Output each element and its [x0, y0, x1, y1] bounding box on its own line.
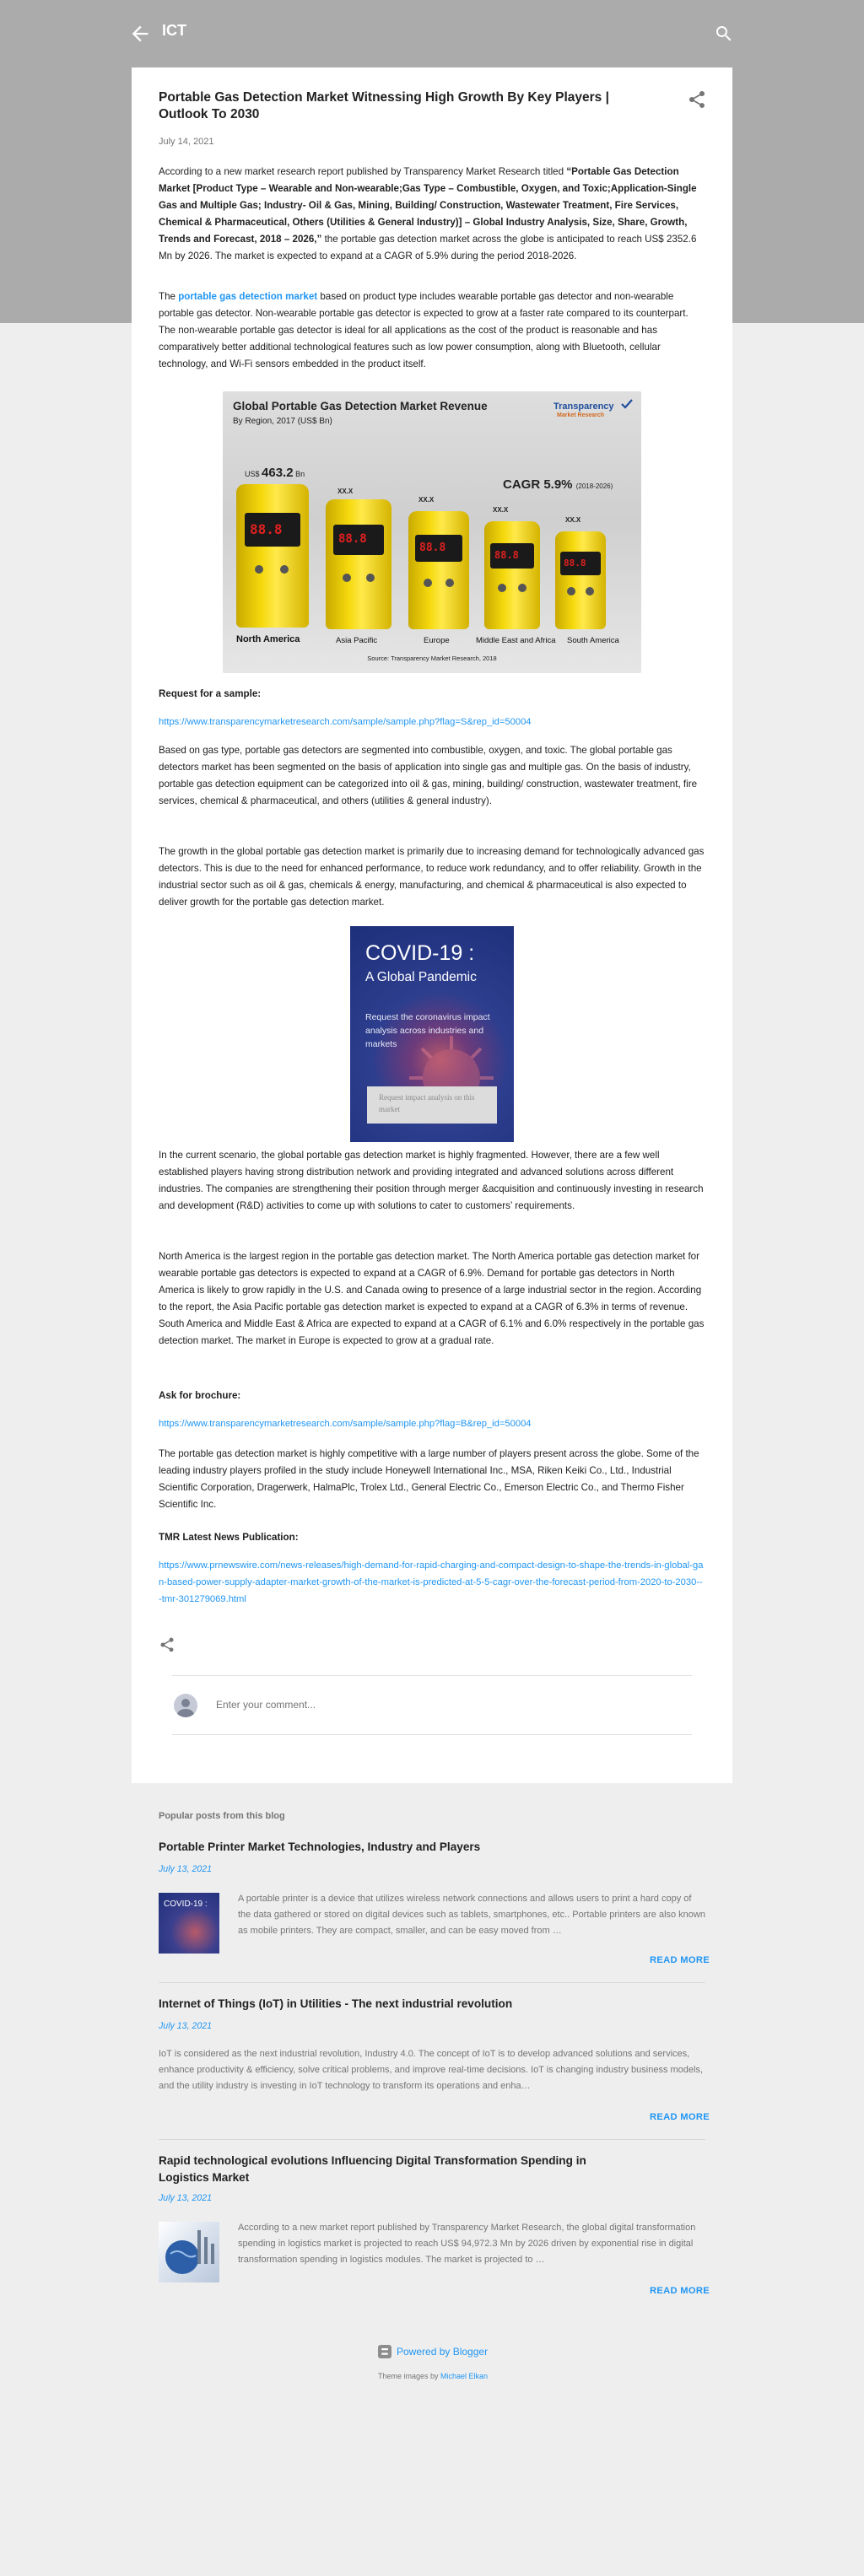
blogger-icon	[378, 2345, 392, 2358]
logo-subtitle: Market Research	[557, 412, 605, 418]
read-more-link[interactable]: READ MORE	[650, 1955, 710, 1965]
region-label: Asia Pacific	[336, 636, 378, 645]
product-type-text: based on product type includes wearable portable gas detector and non-wearable portable gas detector. Non-wearable portable gas detector is expected to grow at a faster rate compared to its counterpart. The non-wearable portable gas detector is ideal for all applications as the cost of the product is reasonable and has comparatively better additional technological features such as low power consumption, along with Bluetooth, cellular technology, and Wi-Fi sensors embedded in the product itself.	[159, 291, 688, 369]
divider	[159, 1982, 705, 1983]
header	[0, 0, 864, 67]
popular-post-title[interactable]: Internet of Things (IoT) in Utilities - The next industrial revolution	[159, 1997, 513, 2010]
covid-cta-button[interactable]: Request impact analysis on this market	[367, 1086, 497, 1124]
gas-detector-device: 88.8	[555, 531, 606, 629]
gas-detector-device: 88.8	[484, 521, 540, 629]
infographic-source: Source: Transparency Market Research, 2018	[367, 655, 497, 662]
theme-credit-text: Theme images by	[378, 2372, 441, 2380]
arrow-back-icon[interactable]	[128, 22, 152, 46]
search-icon[interactable]	[714, 24, 734, 44]
popular-post-excerpt: According to a new market report published by Transparency Market Research, the global digital transformation spending in logistics market is projected to reach US$ 94,972.3 Mn by 2026 driven by exponential rise in digital transformation spending in logistics modules. The market is projected to …	[238, 2223, 696, 2265]
sample-link[interactable]: https://www.transparencymarketresearch.com/sample/sample.php?flag=S&rep_id=50004	[159, 717, 532, 727]
value-number: 463.2	[262, 466, 294, 480]
share-icon[interactable]	[159, 1636, 176, 1653]
covid-banner[interactable]	[350, 926, 514, 1142]
popular-post-title[interactable]: Rapid technological evolutions Influencing Digital Transformation Spending in Logistics Market	[159, 2154, 586, 2184]
popular-post-excerpt: IoT is considered as the next industrial revolution, Industry 4.0. The concept of IoT is to develop advanced solutions and services, enhance productivity & efficiency, solve critical problems, and improve real-time decisions. IoT is changing industry business models, and the utility industry is investing in IoT technology to transform its operations and enha…	[159, 2049, 704, 2091]
value-unit: Bn	[295, 470, 305, 478]
market-link[interactable]: portable gas detection market	[178, 291, 318, 302]
share-icon[interactable]	[687, 89, 707, 110]
sample-label: Request for a sample:	[159, 688, 262, 699]
popular-post-date[interactable]: July 13, 2021	[159, 1864, 213, 1874]
market-infographic[interactable]	[223, 391, 641, 673]
paragraph-product-type	[159, 288, 705, 373]
intro-text: According to a new market research report published by Transparency Market Research titled	[159, 166, 567, 177]
paragraph-segmentation: Based on gas type, portable gas detectors are segmented into combustible, oxygen, and toxic. The global portable gas detectors market has been segmented on the basis of application into single gas and multiple gas. On the basis of industry, portable gas detection equipment can be categorized into oil & gas, mining, building/ construction, wastewater treatment, fire services, chemical & pharmaceutical, and others (utilities & general industry).	[159, 745, 698, 806]
tmr-logo	[554, 398, 634, 423]
infographic-title: Global Portable Gas Detection Market Revenue	[233, 400, 488, 412]
globe-icon	[159, 2222, 219, 2282]
brochure-link[interactable]: https://www.transparencymarketresearch.com/sample/sample.php?flag=B&rep_id=50004	[159, 1419, 532, 1429]
comment-input[interactable]	[216, 1699, 655, 1711]
paragraph-competition: In the current scenario, the global portable gas detection market is highly fragmented. However, there are a few well established players having strong distribution network and providing integrated and advanced solutions across different industries. The companies are strengthening their position through merger &acquisition and continuously investing in research and development (R&D) activities to come up with solutions to cater to customers’ requirements.	[159, 1150, 704, 1211]
cagr-period: (2018-2026)	[575, 482, 613, 490]
headline-value	[245, 466, 305, 480]
post-card	[132, 67, 732, 1783]
covid-body: Request the coronavirus impact analysis across industries and markets	[365, 1012, 490, 1049]
region-label: North America	[236, 634, 300, 644]
powered-by-link[interactable]: Powered by Blogger	[397, 2346, 489, 2358]
popular-post-date[interactable]: July 13, 2021	[159, 2193, 213, 2203]
region-label: Europe	[424, 636, 450, 645]
region-label: South America	[567, 636, 619, 645]
brochure-label: Ask for brochure:	[159, 1390, 241, 1401]
cagr-label	[503, 477, 613, 492]
paragraph-growth: The growth in the global portable gas detection market is primarily due to increasing demand for technologically advanced gas detectors. This is due to the need for enhanced performance, to reduce work redundancy, and to offer reliability. Growth in the industrial sector such as oil & gas, chemicals & energy, manufacturing, and chemical & pharmaceutical is also expected to deliver growth for the portable gas detection market.	[159, 846, 705, 908]
theme-credit	[378, 2372, 488, 2380]
post-title: Portable Gas Detection Market Witnessing High Growth By Key Players | Outlook To 2030	[159, 90, 609, 121]
gas-detector-device: 88.8	[408, 511, 469, 629]
site-title[interactable]: ICT	[162, 22, 186, 39]
thumbnail-text: COVID-19 :	[164, 1900, 208, 1909]
read-more-link[interactable]: READ MORE	[650, 2286, 710, 2296]
paragraph-regions: North America is the largest region in the portable gas detection market. The North America portable gas detection market for wearable portable gas detectors is expected to expand at a CAGR of 6.9%. Demand for portable gas detectors in North America is likely to grow rapidly in the U.S. and Canada owing to presence of a large industrial sector in the region. According to the report, the Asia Pacific portable gas detection market is expected to expand at a CAGR of 6.3% in terms of revenue. South America and Middle East & Africa are expected to expand at a CAGR of 6.1% and 6.0% respectively in the portable gas detection market. The market in Europe is expected to grow at a gradual rate.	[159, 1251, 705, 1346]
divider	[159, 2139, 705, 2140]
popular-post-date[interactable]: July 13, 2021	[159, 2021, 213, 2031]
popular-post-thumbnail[interactable]	[159, 2222, 219, 2282]
popular-post-excerpt: A portable printer is a device that utilizes wireless network connections and allows users to print a hard copy of the data gathered or stored on digital devices such as tablets, smartphones, etc.. Portable printers are also known as mobile printers. They are compact, smaller, and can be easy moved from …	[238, 1894, 705, 1936]
cagr-value: CAGR 5.9%	[503, 477, 573, 492]
avatar	[174, 1694, 197, 1717]
paragraph-players: The portable gas detection market is highly competitive with a large number of players present across the globe. Some of the leading industry players profiled in the study include Honeywell International Inc., MSA, Riken Keiki Co., Ltd., Industrial Scientific Corporation, Dragerwerk, HalmaPlc, Trolex Ltd., General Electric Co., Emerson Electric Co., and Thermo Fisher Scientific Inc.	[159, 1448, 699, 1510]
gas-detector-device: 88.8	[326, 499, 392, 629]
popular-post-thumbnail[interactable]	[159, 1893, 219, 1954]
gas-detector-device: 88.8	[236, 484, 309, 628]
user-icon	[174, 1694, 197, 1717]
value-prefix: US$	[245, 470, 260, 478]
covid-title: COVID-19 :	[365, 941, 475, 965]
news-label: TMR Latest News Publication:	[159, 1532, 299, 1543]
product-type-text-start: The	[159, 291, 179, 302]
infographic-subtitle: By Region, 2017 (US$ Bn)	[233, 417, 332, 426]
news-link[interactable]: https://www.prnewswire.com/news-releases/high-demand-for-rapid-charging-and-compact-design-to-shape-the-trends-in-global-gan-based-power-supply-adapter-market-growth-of-the-market-is-predicted-at-5-5-cagr-over-the-forecast-period-from-2020-to-2030---tmr-301279069.html	[159, 1560, 704, 1604]
read-more-link[interactable]: READ MORE	[650, 2112, 710, 2122]
logo-name: Transparency	[554, 401, 614, 412]
theme-author-link[interactable]: Michael Elkan	[440, 2372, 489, 2380]
popular-post-title[interactable]: Portable Printer Market Technologies, Industry and Players	[159, 1840, 481, 1853]
placeholder-value: XX.X	[565, 516, 581, 524]
checkmark-icon	[621, 398, 633, 410]
paragraph-intro	[159, 164, 705, 265]
divider	[172, 1675, 692, 1676]
divider	[172, 1734, 692, 1735]
covid-subtitle: A Global Pandemic	[365, 970, 477, 984]
popular-posts-heading: Popular posts from this blog	[159, 1811, 285, 1821]
post-date: July 14, 2021	[159, 137, 214, 147]
region-label: Middle East and Africa	[476, 636, 556, 645]
placeholder-value: XX.X	[418, 496, 435, 504]
intro-text-continued: the portable gas detection market across the globe is anticipated to reach US$ 2352.6 Mn by 2026. The market is expected to expand at a CAGR of 5.9% during the period 2018-2026.	[159, 234, 697, 261]
placeholder-value: XX.X	[493, 506, 509, 514]
report-title-bold: “Portable Gas Detection Market [Product Type – Wearable and Non-wearable;Gas Type – Combustible, Oxygen, and Toxic;Application-Single Gas and Multiple Gas; Industry- Oil & Gas, Mining, Building/ Construction, Wastewater Treatment, Fire Services, Chemical & Pharmaceutical, Others (Utilities & General Industry)] – Global Industry Analysis, Size, Share, Growth, Trends and Forecast, 2018 – 2026,”	[159, 166, 697, 245]
placeholder-value: XX.X	[338, 488, 354, 495]
